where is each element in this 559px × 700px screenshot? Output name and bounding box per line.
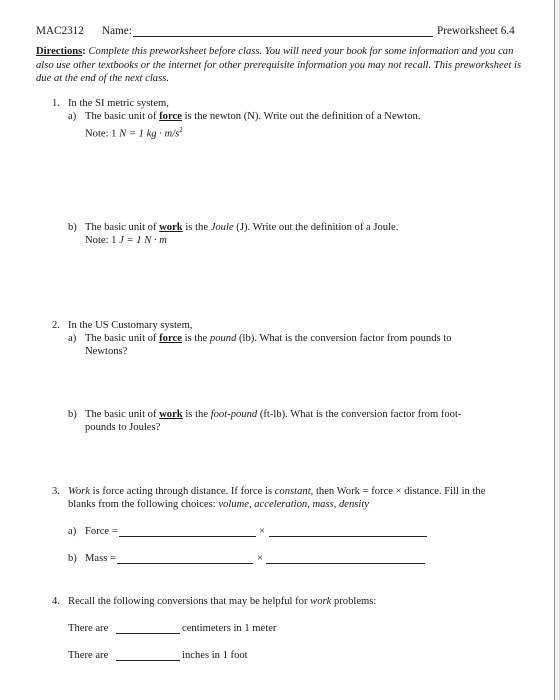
q2b-line2: pounds to Joules?	[85, 422, 161, 433]
q1a-letter: a)	[68, 111, 77, 122]
q3-line2: blanks from the following choices: volume, acceleration, mass, density	[68, 499, 369, 510]
name-label: Name:	[102, 25, 132, 37]
q3a-blank-2[interactable]	[269, 536, 427, 537]
q3b-blank-2[interactable]	[266, 563, 425, 564]
term-work: work	[159, 409, 183, 420]
term-force: force	[159, 333, 182, 344]
q4-line1-post: centimeters in 1 meter	[182, 623, 277, 634]
q2b-text: The basic unit of work is the foot-pound (ft-lb). What is the conversion factor from foot-	[85, 409, 462, 420]
q1-intro: In the SI metric system,	[68, 98, 169, 109]
q4-line2-pre: There are	[68, 650, 109, 661]
q4-blank-2[interactable]	[116, 660, 180, 661]
q4-blank-1[interactable]	[116, 633, 180, 634]
q3a-blank-1[interactable]	[119, 536, 256, 537]
q1b-letter: b)	[68, 222, 77, 233]
q3a-label: Force =	[85, 526, 118, 537]
q2a-line2: Newtons?	[85, 346, 128, 357]
q1b-text: The basic unit of work is the Joule (J). Write out the definition of a Joule.	[85, 222, 399, 233]
q3-line1: Work is force acting through distance. If force is constant, then Work = force × distance. Fill in the	[68, 486, 486, 497]
term-work: work	[159, 222, 183, 233]
directions-text: Complete this preworksheet before class. You will need your book for some information and you can also use other textbooks or the internet for other prerequisite information you may not recall. This preworksheet is due at the end of the next class.	[36, 46, 522, 84]
q3b-times: ×	[257, 553, 263, 564]
directions: Directions: Complete this preworksheet before class. You will need your book for some information and you can also use other textbooks or the internet for other prerequisite information you may not recall. This preworksheet is due at the end of the next class.	[36, 46, 522, 84]
q2-number: 2.	[52, 320, 60, 331]
page-title: Preworksheet 6.4	[437, 25, 515, 37]
name-blank[interactable]	[133, 36, 433, 37]
q2-intro: In the US Customary system,	[68, 320, 193, 331]
q3-choices: volume, acceleration, mass, density	[218, 499, 369, 510]
q2a-text: The basic unit of force is the pound (lb). What is the conversion factor from pounds to	[85, 333, 452, 344]
term-force: force	[159, 111, 182, 122]
q1a-note: Note: 1 N = 1 kg · $m/s^2$	[85, 126, 183, 140]
q2b-letter: b)	[68, 409, 77, 420]
q1-number: 1.	[52, 98, 60, 109]
q2a-letter: a)	[68, 333, 77, 344]
q4-line1-pre: There are	[68, 623, 109, 634]
q3-number: 3.	[52, 486, 60, 497]
q4-number: 4.	[52, 596, 60, 607]
q4-intro: Recall the following conversions that may be helpful for work problems:	[68, 596, 377, 607]
q3b-letter: b)	[68, 553, 77, 564]
q3a-times: ×	[259, 526, 265, 537]
q3b-label: Mass =	[85, 553, 116, 564]
course-code: MAC2312	[36, 25, 84, 37]
q4-line2-post: inches in 1 foot	[182, 650, 248, 661]
q1a-text: The basic unit of force is the newton (N). Write out the definition of a Newton.	[85, 111, 421, 122]
q3a-letter: a)	[68, 526, 77, 537]
q1b-note: Note: 1 J = 1 N · m	[85, 235, 167, 246]
q3b-blank-1[interactable]	[117, 563, 253, 564]
directions-label: Directions	[36, 46, 83, 57]
